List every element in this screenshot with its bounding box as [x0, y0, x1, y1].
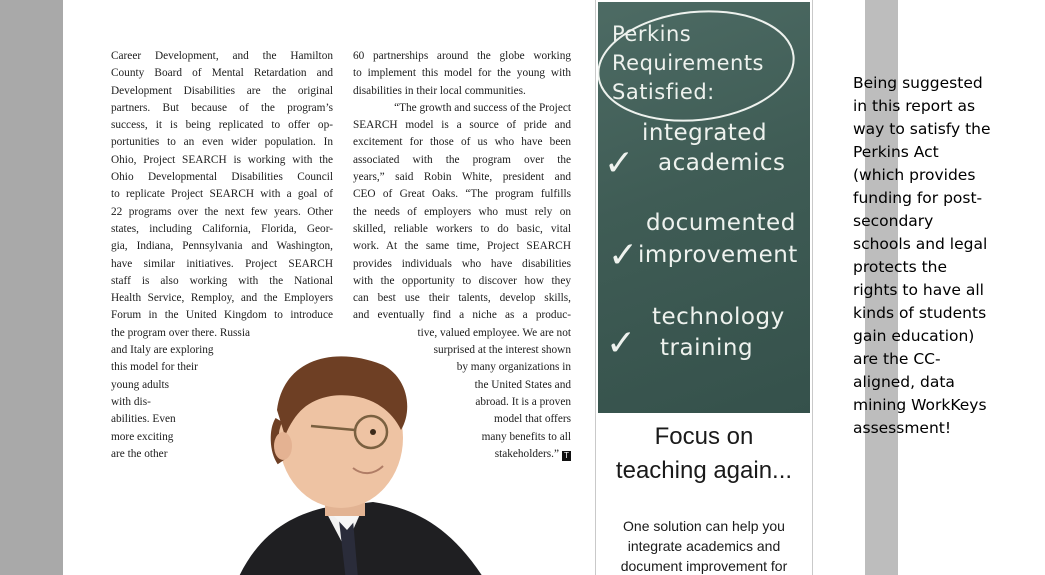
- article-line: the needs of employers who must rely on: [353, 205, 571, 218]
- article-line: SEARCH model is a source of pride and: [353, 119, 571, 132]
- annotation-note: [853, 72, 1003, 440]
- article-line: have similar initiatives. Project SEARCH: [111, 257, 333, 270]
- viewer-background-left: [0, 0, 63, 575]
- article-line: the United States and: [474, 378, 571, 391]
- article-line: can best use their talents, develop skills,: [353, 292, 571, 305]
- chalkboard-item-line: documented: [646, 210, 796, 236]
- annotation-line: way to satisfy the: [853, 120, 991, 138]
- article-line: County Board of Mental Retardation and: [111, 67, 333, 80]
- annotation-line: kinds of students: [853, 304, 987, 322]
- article-line: CEO of Great Oaks. “The program fulfills: [353, 188, 571, 201]
- annotation-line: Perkins Act: [853, 143, 939, 161]
- annotation-line: assessment!: [853, 419, 952, 437]
- article-line: success, it is being replicated to offer op-: [111, 119, 333, 132]
- checkmark-icon: ✓: [606, 323, 637, 364]
- chalkboard-graphic: [598, 2, 810, 413]
- photo-young-man-glasses: [213, 350, 503, 575]
- article-line: “The growth and success of the Project: [394, 101, 571, 114]
- annotation-line: funding for post-: [853, 189, 983, 207]
- article-line: Ohio Developmental Disabilities Council: [111, 171, 333, 184]
- article-line: the program over there. Russia: [111, 326, 250, 339]
- article-line: surprised at the interest shown: [433, 344, 571, 357]
- ad-headline-line: teaching again...: [615, 457, 793, 484]
- article-line: disabilities in their local communities.: [353, 84, 526, 97]
- chalkboard-item-line: integrated: [642, 120, 768, 146]
- chalkboard-item-line: improvement: [638, 242, 798, 268]
- article-line: portunities to an even wider population. In: [111, 136, 333, 149]
- annotation-line: rights to have all: [853, 281, 984, 299]
- chalkboard-title-line: Perkins: [612, 22, 692, 46]
- article-line: tive, valued employee. We are not: [417, 326, 571, 339]
- annotation-line: are the CC-: [853, 350, 941, 368]
- ad-body-line: document improvement for: [620, 558, 788, 574]
- article-line: to replicate Project SEARCH with a goal of: [111, 188, 333, 201]
- chalkboard-title-line: Satisfied:: [612, 80, 715, 104]
- checkmark-icon: ✓: [604, 143, 635, 184]
- chalkboard-item-line: training: [660, 335, 754, 361]
- article-line: abilities. Even: [111, 413, 176, 426]
- article-line: excitement for those of us who have been: [353, 136, 571, 149]
- article-line: many benefits to all: [481, 430, 571, 443]
- annotation-line: schools and legal: [853, 235, 988, 253]
- article-line: staff is also working with the National: [111, 274, 333, 287]
- article-line: and eventually find a niche as a produc-: [353, 309, 571, 322]
- annotation-line: secondary: [853, 212, 934, 230]
- ad-body-text: [596, 516, 812, 575]
- annotation-line: mining WorkKeys: [853, 396, 987, 414]
- article-line: provides individuals who have disabilities: [353, 257, 571, 270]
- article-line: by many organizations in: [456, 361, 571, 374]
- article-line: 60 partnerships around the globe working: [353, 50, 571, 62]
- article-line: model that offers: [494, 413, 571, 426]
- article-line: skilled, reliable workers to do basic, vital: [353, 222, 571, 235]
- article-line: Development Disabilities are the original: [111, 84, 333, 97]
- annotation-line: Being suggested: [853, 74, 983, 92]
- article-line: 22 programs over the next few years. Other: [111, 205, 333, 218]
- article-line: states, including California, Florida, Geor-: [111, 222, 333, 235]
- article-line-text: stakeholders.”: [494, 447, 559, 460]
- article-line: gia, Indiana, Pennsylvania and Washington,: [111, 240, 333, 253]
- article-line: partners. But because of the program’s: [111, 101, 333, 114]
- article-line: Career Development, and the Hamilton: [111, 50, 333, 62]
- article-line: Forum in the United Kingdom to introduce: [111, 309, 333, 322]
- article-line: are the other: [111, 447, 168, 460]
- article-line: work. At the same time, Project SEARCH: [353, 240, 571, 253]
- article-line: abroad. It is a proven: [475, 395, 571, 408]
- article-line: young adults: [111, 378, 170, 391]
- document-page: [63, 0, 865, 575]
- article-line: more exciting: [111, 430, 174, 443]
- ad-body-line: integrate academics and: [627, 538, 781, 554]
- article-line: years,” said Robin White, president and: [353, 171, 571, 184]
- annotation-line: (which provides: [853, 166, 976, 184]
- end-of-article-mark: T: [562, 451, 571, 461]
- annotation-line: protects the: [853, 258, 948, 276]
- annotation-line: gain education): [853, 327, 975, 345]
- article-line: with dis-: [111, 395, 151, 408]
- chalkboard-title-line: Requirements: [612, 51, 764, 75]
- article-line: Health Service, Remploy, and the Employers: [111, 292, 333, 305]
- annotation-line: in this report as: [853, 97, 976, 115]
- chalkboard-item-line: academics: [658, 150, 786, 176]
- article-line: with the opportunity to discover how they: [353, 274, 571, 287]
- checkmark-icon: ✓: [608, 235, 639, 276]
- article-line: this model for their: [111, 361, 198, 374]
- article-line: associated with the program over the: [353, 153, 571, 166]
- article-line: to implement this model for the young with: [353, 67, 571, 80]
- ad-body-line: One solution can help you: [623, 518, 785, 534]
- annotation-line: aligned, data: [853, 373, 955, 391]
- article-line: and Italy are exploring: [111, 344, 214, 357]
- article-line: Ohio, Project SEARCH is working with the: [111, 153, 333, 166]
- ad-headline: [596, 420, 812, 488]
- chalkboard-item-line: technology: [652, 304, 785, 330]
- ad-headline-line: Focus on: [654, 423, 754, 450]
- advertisement-panel: [595, 0, 813, 575]
